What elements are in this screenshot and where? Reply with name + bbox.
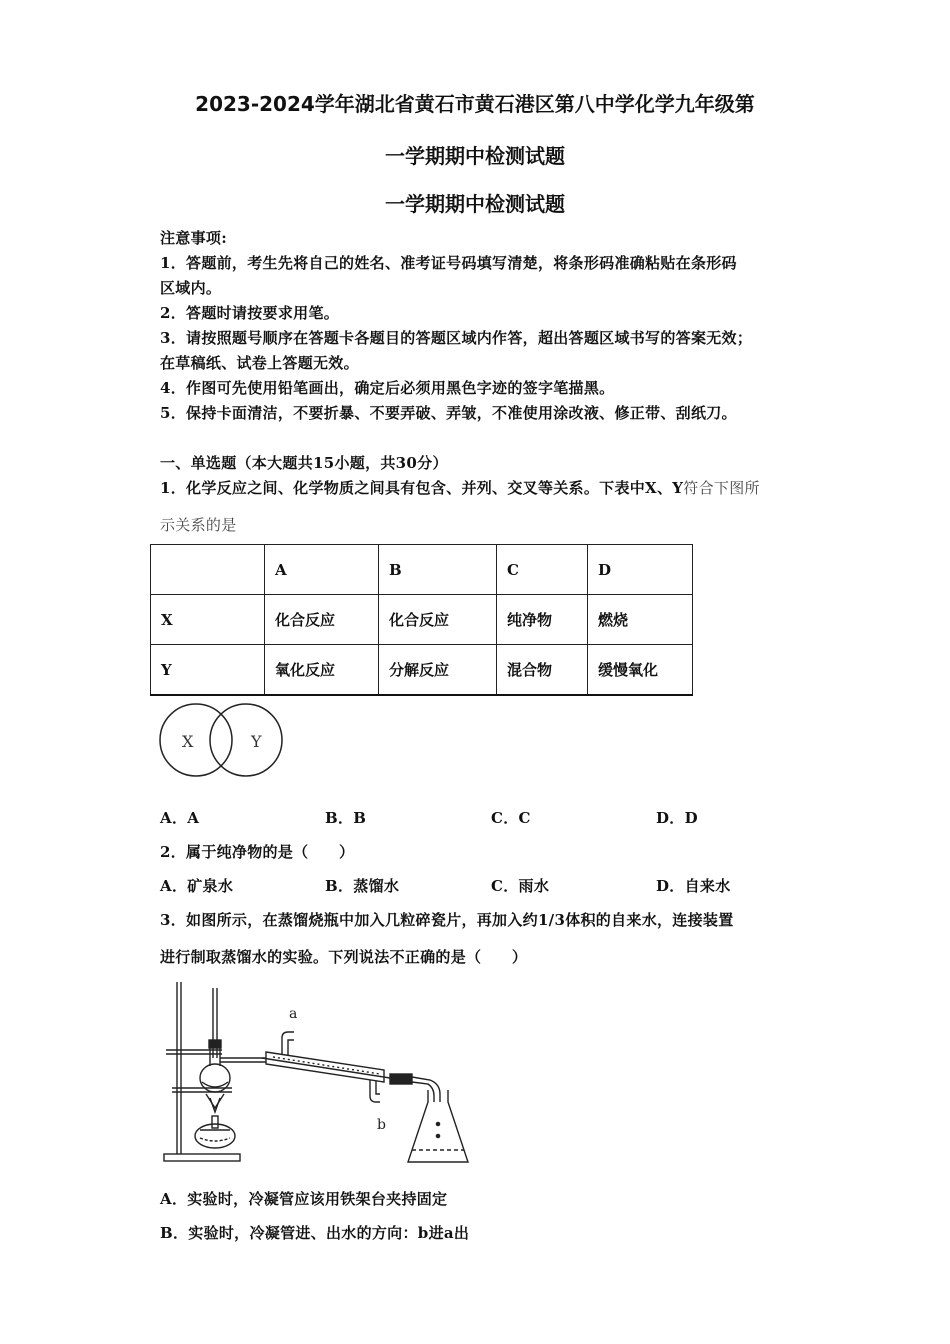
table-cell: 纯净物 (497, 595, 588, 645)
table-cell (151, 545, 265, 595)
notes-item-1-cont: 区域内。 (160, 279, 222, 297)
q2-option-c[interactable]: C．雨水 (491, 877, 550, 895)
q1-option-b[interactable]: B．B (325, 809, 367, 827)
notes-heading: 注意事项: (160, 229, 228, 247)
q2-option-b[interactable]: B．蒸馏水 (325, 877, 400, 895)
venn-diagram (158, 700, 288, 780)
q1-option-c[interactable]: C．C (491, 809, 531, 827)
water-inlet-b (370, 1080, 380, 1102)
q2-option-a[interactable]: A．矿泉水 (160, 877, 234, 895)
section-heading: 一、单选题（本大题共15小题，共30分） (160, 454, 448, 472)
notes-item-4: 4．作图可先使用铅笔画出，确定后必须用黑色字迹的签字笔描黑。 (160, 379, 615, 397)
notes-item-1: 1．答题前，考生先将自己的姓名、准考证号码填写清楚，将条形码准确粘贴在条形码 (160, 254, 737, 272)
q2-stem: 2．属于纯净物的是（ ） (160, 843, 355, 861)
table-cell: 化合反应 (265, 595, 379, 645)
condenser (266, 1052, 384, 1082)
notes-item-3-cont: 在草稿纸、试卷上答题无效。 (160, 354, 359, 372)
table-cell: 缓慢氧化 (588, 645, 693, 696)
table-cell: D (588, 545, 693, 595)
table-cell: X (151, 595, 265, 645)
table-cell: B (379, 545, 497, 595)
adapter-stopper (390, 1074, 412, 1084)
notes-item-3: 3．请按照题号顺序在答题卡各题目的答题区域内作答，超出答题区域书写的答案无效； (160, 329, 753, 347)
table-row (151, 595, 693, 645)
page-title-line3: 一学期期中检测试题 (385, 192, 565, 216)
table-row (151, 545, 693, 595)
q3-stem-line2: 进行制取蒸馏水的实验。下列说法不正确的是（ ） (160, 948, 528, 966)
table-cell: Y (151, 645, 265, 696)
q2-option-d[interactable]: D．自来水 (656, 877, 731, 895)
table-cell: A (265, 545, 379, 595)
table-cell: 分解反应 (379, 645, 497, 696)
q1-stem-part1: 1．化学反应之间、化学物质之间具有包含、并列、交叉等关系。下表中X、Y (160, 479, 684, 497)
q1-stem-line1 (160, 477, 760, 498)
distillation-apparatus-diagram (158, 978, 478, 1174)
q1-stem-part2: 符合下图所 (683, 479, 760, 497)
q3-option-b[interactable]: B．实验时，冷凝管进、出水的方向：b进a出 (160, 1224, 470, 1242)
label-a: a (289, 1006, 298, 1022)
q1-option-a[interactable]: A．A (160, 809, 200, 827)
table-row (151, 645, 693, 696)
label-b: b (377, 1117, 386, 1133)
q1-table (150, 544, 693, 696)
table-cell: 氧化反应 (265, 645, 379, 696)
table-cell: C (497, 545, 588, 595)
q1-stem-line2: 示关系的是 (160, 516, 237, 534)
venn-circle-y (210, 704, 282, 776)
notes-item-5: 5．保持卡面清洁，不要折暴、不要弄破、弄皱，不准使用涂改液、修正带、刮纸刀。 (160, 404, 737, 422)
venn-label-y: Y (251, 732, 262, 751)
q1-option-d[interactable]: D．D (656, 809, 698, 827)
table-cell: 混合物 (497, 645, 588, 696)
page-title-line1: 2023-2024学年湖北省黄石市黄石港区第八中学化学九年级第 (195, 92, 755, 116)
stand-base (164, 1154, 240, 1161)
q3-stem-line1: 3．如图所示，在蒸馏烧瓶中加入几粒碎瓷片，再加入约1/3体积的自来水，连接装置 (160, 911, 734, 929)
page-title-line2: 一学期期中检测试题 (385, 144, 565, 168)
venn-label-x: X (182, 732, 194, 751)
notes-item-2: 2．答题时请按要求用笔。 (160, 304, 340, 322)
q3-option-a[interactable]: A．实验时，冷凝管应该用铁架台夹持固定 (160, 1190, 448, 1208)
table-cell: 化合反应 (379, 595, 497, 645)
table-cell: 燃烧 (588, 595, 693, 645)
